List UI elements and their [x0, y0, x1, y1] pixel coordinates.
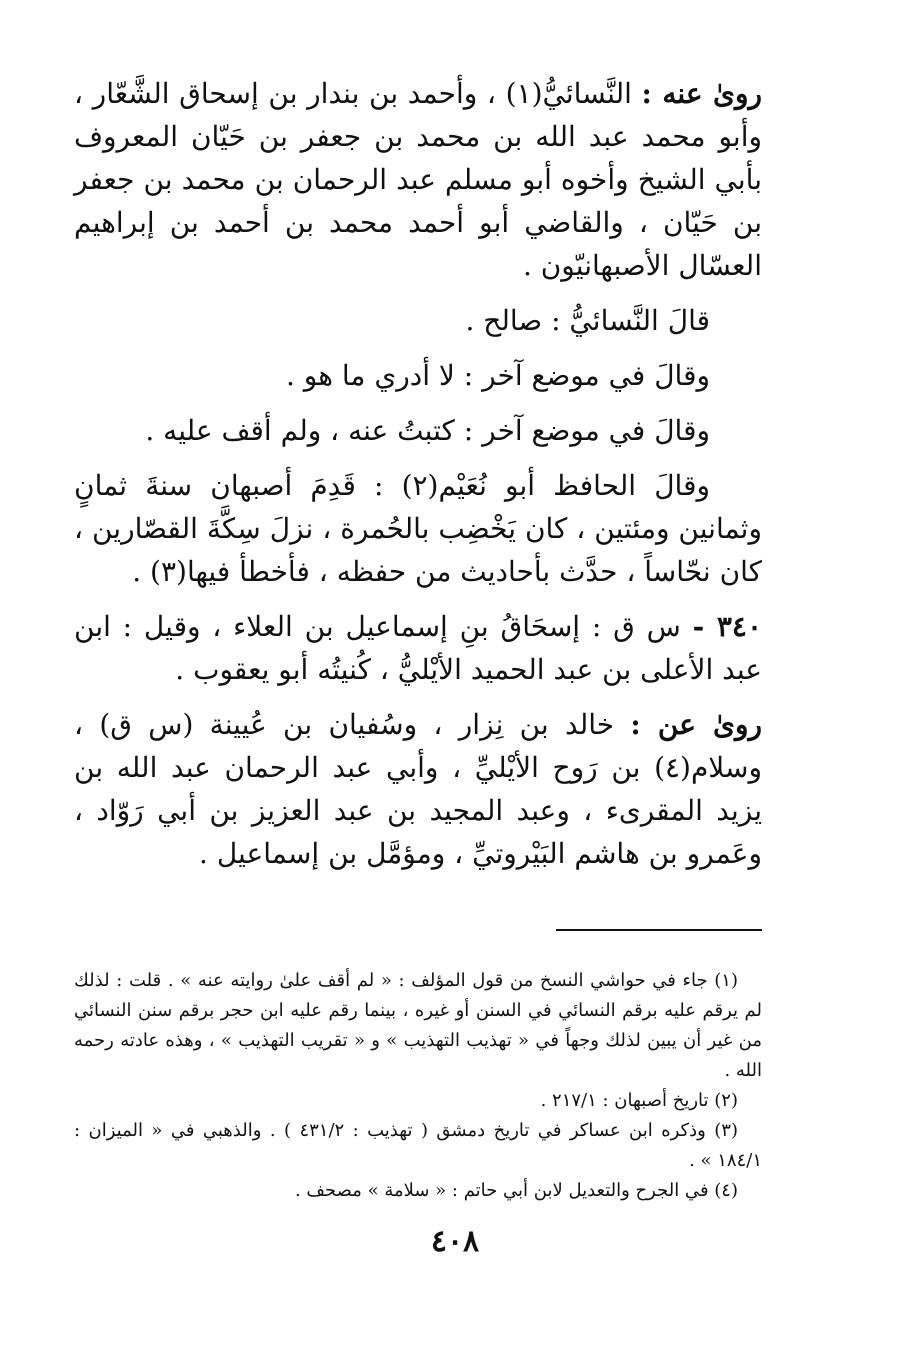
entry-symbols: س ق :	[591, 610, 681, 643]
footnotes	[74, 966, 762, 1206]
footnote-2: (٢) تاريخ أصبهان : ٢١٧/١ .	[540, 1090, 738, 1111]
nasai-second-opinion: وقالَ في موضع آخر : لا أدري ما هو .	[285, 359, 710, 392]
footnote-divider	[556, 929, 762, 931]
narrators-list: النَّسائيُّ(١) ، وأحمد بن بندار بن إسحاق الشَّعّار ، وأبو محمد عبد الله بن محمد بن جعفر بن حَيّان المعروف بأبي الشيخ وأخوه أبو مسلم عبد الرحمان بن محمد بن جعفر بن حَيّان ، والقاضي أبو أحمد محمد بن أحمد بن إبراهيم العسّال الأصبهانيّون .	[74, 77, 762, 282]
footnote-1: (١) جاء في حواشي النسخ من قول المؤلف : « لم أقف علىٰ روايته عنه » . قلت : لذلك لم يرقم عليه برقم النسائي في السنن أو غيره ، بينما رقم عليه ابن حجر برقم سنن النسائي من غير أن يبين لذلك وجهاً في « تهذيب التهذيب » و « تقريب التهذيب » ، وهذه عادته رحمه الله .	[74, 970, 762, 1081]
narrators-from-paragraph	[74, 72, 762, 287]
narrated-from-paragraph	[74, 703, 762, 875]
abu-nuaym-opinion: وقالَ الحافظ أبو نُعَيْم(٢) : قَدِمَ أصبهان سنةَ ثمانٍ وثمانين ومئتين ، كان يَخْضِب بالحُمرة ، نزلَ سِكَّةَ القصّارين ، كان نحّاساً ، حدَّث بأحاديث من حفظه ، فأخطأ فيها(٣) .	[74, 469, 762, 588]
page-number: ٤٠٨	[430, 1224, 480, 1259]
entry-number: ٣٤٠ -	[692, 610, 762, 643]
biography-entry	[74, 605, 762, 691]
nasai-third-opinion: وقالَ في موضع آخر : كتبتُ عنه ، ولم أقف عليه .	[145, 414, 710, 447]
main-text	[74, 72, 762, 875]
footnote-3: (٣) وذكره ابن عساكر في تاريخ دمشق ( تهذيب : ٤٣١/٢ ) . والذهبي في « الميزان : ١٨٤/١ » .	[74, 1120, 762, 1171]
footnote-4: (٤) في الجرح والتعديل لابن أبي حاتم : « سلامة » مصحف .	[294, 1180, 738, 1201]
narrated-from-label-2: روىٰ عن :	[630, 708, 763, 741]
narrated-from-label: روىٰ عنه :	[641, 77, 762, 110]
nasai-opinion: قالَ النَّسائيُّ : صالح .	[465, 304, 710, 337]
entry-name: إسحَاقُ بنِ إسماعيل بن العلاء ، وقيل : ابن عبد الأعلى بن عبد الحميد الأيْليُّ ، كُنيتُه أبو يعقوب .	[74, 610, 762, 686]
teachers-list: خالد بن نِزار ، وسُفيان بن عُيينة (س ق) ، وسلام(٤) بن رَوح الأيْليِّ ، وأبي عبد الرحمان عبد الله بن يزيد المقرىء ، وعبد المجيد بن عبد العزيز بن أبي رَوّاد ، وعَمرو بن هاشم البَيْروتيِّ ، ومؤمَّل بن إسماعيل .	[74, 708, 762, 870]
